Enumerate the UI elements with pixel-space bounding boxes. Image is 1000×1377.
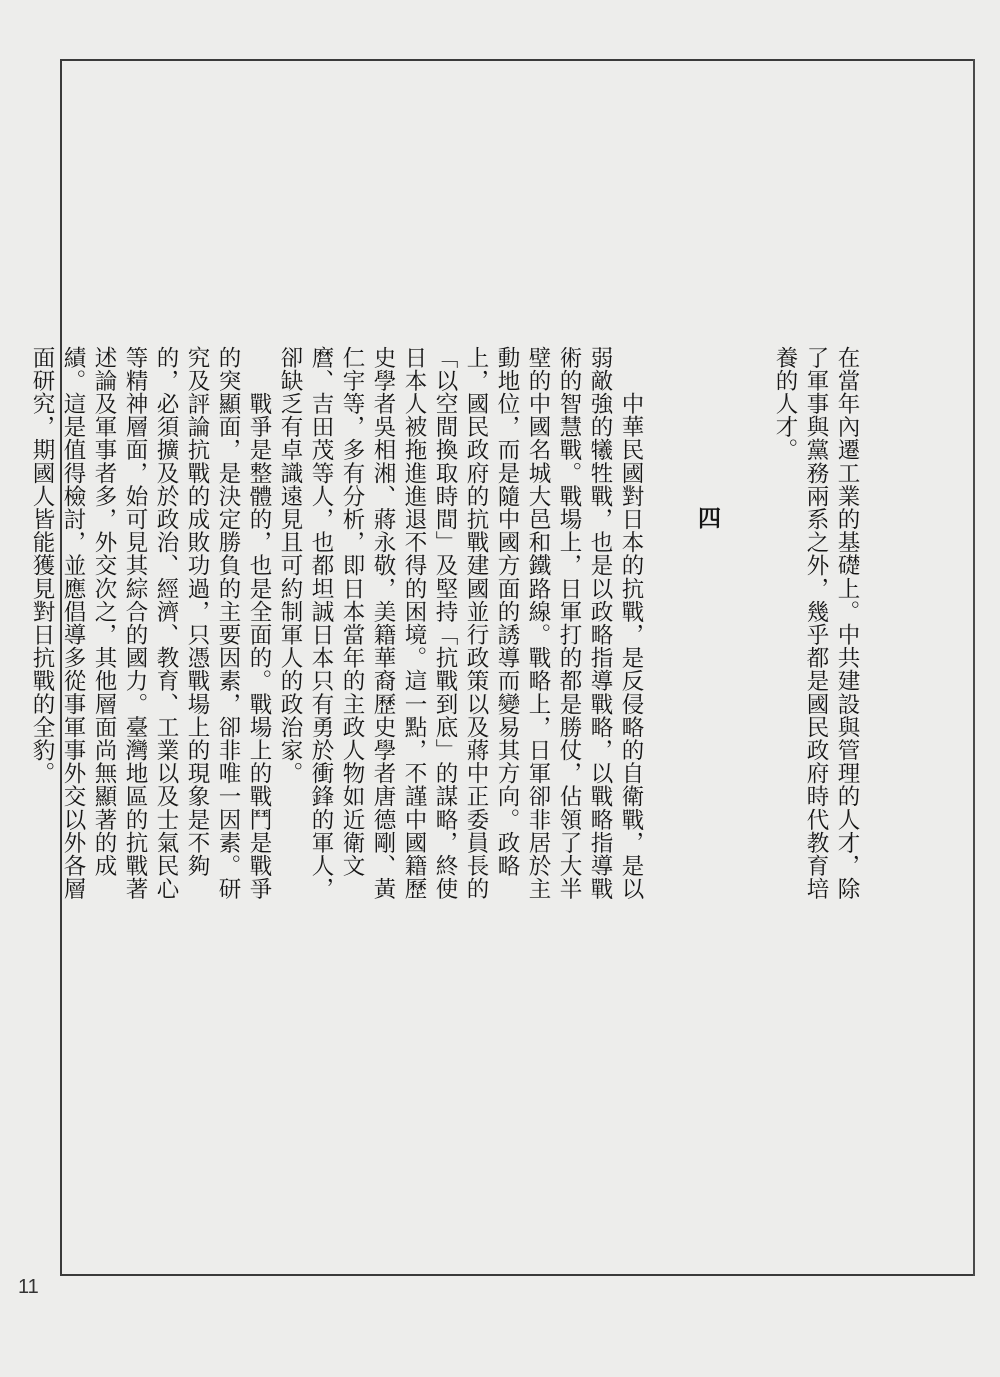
paragraph-1: 中華民國對日本的抗戰，是反侵略的自衛戰，是以弱敵強的犧牲戰，也是以政略指導戰略，以戰略指導戰術的智慧戰。戰場上，日軍打的都是勝仗，佔領了大半壁的中國名城大邑和鐵路線。戰略上，日軍卻非居於主動地位，而是隨中國方面的誘導而變易其方向。政略上，國民政府的抗戰建國並行政策以及蔣中正委員長的「以空間換取時間」及堅持「抗戰到底」的謀略，終使日本人被拖進進退不得的困境。這一點，不謹中國籍歷史學者吳相湘、蔣永敬，美籍華裔歷史學者唐德剛、黃仁宇等，多有分析，即日本當年的主政人物如近衛文麿、吉田茂等人，也都坦誠日本只有勇於衝鋒的軍人，卻缺乏有卓識遠見且可約制軍人的政治家。	[277, 346, 644, 901]
page-number: 11	[18, 1276, 39, 1298]
paragraph-2: 戰爭是整體的，也是全面的。戰場上的戰鬥是戰爭的突顯面，是決定勝負的主要因素，卻非唯一因素。研究及評論抗戰的成敗功過，只憑戰場上的現象是不夠的，必須擴及於政治、經濟、教育、工業以及士氣民心等精神層面，始可見其綜合的國力。臺灣地區的抗戰著述論及軍事者多，外交次之，其他層面尚無顯著的成績。這是值得檢討，並應倡導多從事軍事外交以外各層面研究，期國人皆能獲見對日抗戰的全豹。	[29, 346, 272, 901]
section-spacer	[738, 346, 769, 906]
section-spacer	[646, 346, 677, 906]
intro-paragraph: 在當年內遷工業的基礎上。中共建設與管理的人才，除了軍事與黨務兩系之外，幾乎都是國民政府時代教育培養的人才。	[772, 346, 860, 901]
page-frame-right-edge	[973, 59, 975, 1276]
article-body	[29, 346, 862, 906]
section-heading: 四	[694, 506, 721, 530]
